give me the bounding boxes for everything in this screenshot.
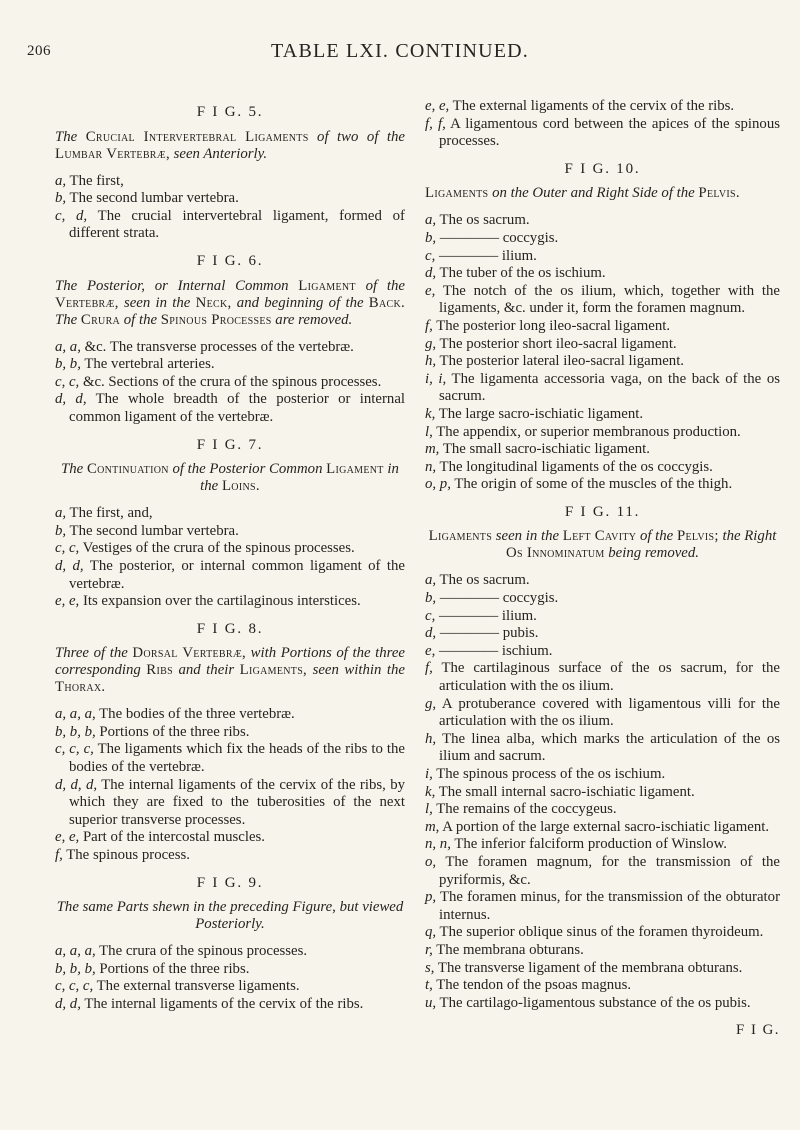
legend-entry (425, 801, 780, 819)
legend-key: d, d, d, (55, 776, 98, 793)
figure-legend (55, 706, 405, 864)
legend-key: c, (425, 247, 436, 264)
legend-entry (425, 643, 780, 661)
legend-entry (425, 977, 780, 995)
figure-title: Ligaments on the Outer and Right Side of the Pelvis. (425, 185, 740, 202)
running-head: TABLE LXI. CONTINUED. (270, 40, 529, 62)
legend-key: a, (425, 572, 437, 589)
legend-text: ———— coccygis. (439, 229, 559, 246)
legend-key: f, (425, 317, 433, 334)
legend-entry (55, 540, 405, 558)
legend-key: c, c, c, (55, 978, 94, 995)
legend-entry (55, 943, 405, 961)
legend-entry (425, 371, 780, 406)
legend-entry (425, 836, 780, 854)
legend-text: &c. The transverse processes of the vertebræ. (84, 338, 354, 355)
legend-entry (55, 961, 405, 979)
legend-text: The cartilaginous surface of the os sacrum, for the articulation with the os ilium. (439, 660, 780, 695)
left-column (55, 98, 405, 1024)
legend-key: d, d, (55, 557, 84, 574)
figure-title: Three of the Dorsal Vertebræ, with Portions of the three corresponding Ribs and their Ligaments, seen within the Thorax. (55, 645, 405, 696)
legend-entry (55, 996, 405, 1014)
right-column (425, 98, 780, 1040)
legend-entry (425, 766, 780, 784)
legend-key: h, (425, 730, 437, 747)
legend-entry (425, 572, 780, 590)
legend-key: c, c, (55, 540, 80, 557)
legend-entry (425, 353, 780, 371)
legend-text: The spinous process. (66, 847, 190, 864)
legend-key: n, (425, 458, 437, 475)
legend-text: ———— coccygis. (439, 590, 559, 607)
figure-5 (55, 104, 405, 243)
legend-entry (55, 829, 405, 847)
legend-entry (55, 339, 405, 357)
legend-text: The external ligaments of the cervix of the ribs. (452, 98, 735, 114)
legend-entry (425, 696, 780, 731)
legend-key: b, (55, 190, 67, 207)
legend-key: b, b, b, (55, 960, 96, 977)
figure-legend (425, 572, 780, 1012)
legend-text: The tendon of the psoas magnus. (436, 977, 632, 994)
legend-text: The second lumbar vertebra. (69, 190, 239, 207)
legend-key: m, (425, 818, 440, 835)
legend-entry (425, 731, 780, 766)
legend-text: The origin of some of the muscles of the thigh. (454, 476, 733, 493)
figure-heading: F I G. 11. (564, 503, 641, 520)
legend-key: n, n, (425, 836, 451, 853)
legend-key: b, (425, 229, 437, 246)
legend-key: i, i, (425, 370, 447, 387)
legend-text: The appendix, or superior membranous production. (436, 423, 741, 440)
legend-key: s, (425, 959, 435, 976)
legend-key: m, (425, 441, 440, 458)
legend-key: a, (55, 172, 67, 189)
legend-entry (425, 819, 780, 837)
figure-title: The Continuation of the Posterior Common Ligament in the Loins. (61, 461, 399, 495)
legend-text: The os sacrum. (439, 572, 530, 589)
legend-entry (55, 741, 405, 776)
legend-text: The external transverse ligaments. (96, 978, 300, 995)
legend-text: The large sacro-ischiatic ligament. (438, 405, 644, 422)
legend-key: d, (425, 625, 437, 642)
legend-entry (425, 336, 780, 354)
legend-text: Its expansion over the cartilaginous interstices. (82, 593, 361, 610)
legend-text: The crura of the spinous processes. (99, 943, 308, 960)
legend-entry (425, 625, 780, 643)
legend-entry (425, 995, 780, 1013)
legend-entry (55, 356, 405, 374)
legend-text: The vertebral arteries. (84, 356, 215, 373)
legend-key: c, c, c, (55, 741, 94, 758)
legend-key: g, (425, 695, 437, 712)
legend-text: The bodies of the three vertebræ. (99, 706, 295, 723)
figure-title: The Posterior, or Internal Common Ligament of the Vertebræ, seen in the Neck, and beginning of the Back. The Crura of the Spinous Processes are removed. (55, 277, 405, 328)
figure-9 (55, 875, 405, 1014)
legend-key: l, (425, 423, 433, 440)
legend-text: Portions of the three ribs. (99, 723, 250, 740)
legend-text: The posterior, or internal common ligament of the vertebræ. (69, 557, 405, 592)
legend-key: c, (425, 607, 436, 624)
legend-key: d, (425, 265, 437, 282)
figure-legend (55, 339, 405, 427)
figure-heading: F I G. 10. (564, 160, 641, 177)
legend-entry (425, 424, 780, 442)
legend-text: The notch of the os ilium, which, together with the ligaments, &c. under it, form the foramen magnum. (439, 282, 780, 317)
legend-entry (55, 391, 405, 426)
legend-key: a, (55, 505, 67, 522)
legend-entry (425, 248, 780, 266)
figure-legend (425, 212, 780, 494)
legend-entry (425, 283, 780, 318)
legend-key: k, (425, 405, 436, 422)
legend-text: The membrana obturans. (436, 941, 584, 958)
legend-text: The superior oblique sinus of the foramen thyroideum. (439, 924, 764, 941)
catchword: F I G. (736, 1022, 780, 1039)
figure-legend (55, 505, 405, 611)
legend-entry (425, 476, 780, 494)
legend-text: The spinous process of the os ischium. (436, 766, 666, 782)
legend-text: &c. Sections of the crura of the spinous processes. (82, 373, 382, 390)
legend-entry (425, 854, 780, 889)
legend-entry (425, 441, 780, 459)
legend-entry (55, 190, 405, 208)
legend-text: The posterior short ileo-sacral ligament. (439, 335, 677, 352)
figure-heading: F I G. 5. (196, 104, 264, 120)
legend-key: a, (425, 212, 437, 229)
legend-key: b, (425, 590, 437, 607)
legend-text: ———— pubis. (439, 625, 539, 642)
legend-entry (425, 784, 780, 802)
legend-key: e, e, (55, 593, 80, 610)
legend-key: q, (425, 924, 437, 941)
legend-key: b, b, (55, 356, 81, 373)
legend-key: c, d, (55, 207, 88, 224)
legend-key: t, (425, 977, 433, 994)
legend-entry (55, 505, 405, 523)
legend-entry (55, 593, 405, 611)
legend-text: The crucial intervertebral ligament, formed of different strata. (69, 207, 405, 242)
legend-entry (425, 318, 780, 336)
legend-entry (55, 847, 405, 865)
legend-text: The cartilago-ligamentous substance of the os pubis. (439, 994, 751, 1011)
legend-text: A protuberance covered with ligamentous villi for the articulation with the os ilium. (439, 695, 780, 730)
legend-key: u, (425, 994, 437, 1011)
legend-entry (425, 265, 780, 283)
legend-text: The posterior long ileo-sacral ligament. (436, 317, 671, 334)
legend-text: The tuber of the os ischium. (439, 265, 606, 282)
figure-heading: F I G. 9. (196, 874, 264, 891)
legend-key: h, (425, 353, 437, 370)
legend-entry (425, 942, 780, 960)
legend-key: l, (425, 801, 433, 818)
legend-text: The inferior falciform production of Winslow. (454, 836, 728, 853)
legend-entry (425, 98, 780, 116)
legend-key: c, c, (55, 373, 80, 390)
legend-entry (425, 590, 780, 608)
figure-heading: F I G. 6. (196, 252, 264, 269)
legend-key: b, b, b, (55, 723, 96, 740)
legend-entry (55, 208, 405, 243)
legend-text: The first, and, (69, 505, 153, 522)
legend-entry (425, 608, 780, 626)
legend-entry (55, 978, 405, 996)
legend-key: a, a, a, (55, 943, 96, 960)
figure-title: The Crucial Intervertebral Ligaments of two of the Lumbar Vertebræ, seen Anteriorly. (55, 128, 405, 162)
legend-entry (55, 173, 405, 191)
figure-11 (425, 504, 780, 1012)
legend-key: o, (425, 853, 437, 870)
legend-entry (425, 459, 780, 477)
legend-key: d, d, (55, 391, 87, 408)
figure-10 (425, 161, 780, 494)
legend-text: The os sacrum. (439, 212, 530, 229)
legend-key: e, e, (55, 829, 80, 846)
legend-text: ———— ilium. (438, 247, 537, 264)
legend-text: ———— ilium. (438, 607, 537, 624)
legend-key: f, (425, 660, 433, 677)
legend-key: f, f, (425, 115, 446, 132)
legend-entry (425, 406, 780, 424)
figure-legend (55, 173, 405, 243)
figure-title: The same Parts shewn in the preceding Figure, but viewed Posteriorly. (56, 899, 404, 933)
legend-key: e, e, (425, 98, 450, 114)
legend-key: e, (425, 642, 436, 659)
legend-text: The foramen minus, for the transmission of the obturator internus. (439, 889, 780, 923)
legend-entry (425, 960, 780, 978)
legend-entry (425, 924, 780, 942)
legend-key: o, p, (425, 476, 451, 493)
legend-entry (55, 374, 405, 392)
legend-entry (425, 212, 780, 230)
legend-text: The posterior lateral ileo-sacral ligament. (439, 353, 684, 370)
legend-entry (55, 706, 405, 724)
legend-text: Portions of the three ribs. (99, 960, 250, 977)
legend-key: r, (425, 941, 433, 958)
figure-title: Ligaments seen in the Left Cavity of the Pelvis; the Right Os Innominatum being removed. (428, 528, 777, 562)
legend-key: g, (425, 335, 437, 352)
legend-text: The longitudinal ligaments of the os coccygis. (439, 458, 713, 475)
legend-text: The whole breadth of the posterior or internal common ligament of the vertebræ. (69, 391, 405, 425)
legend-text: A ligamentous cord between the apices of the spinous processes. (439, 115, 780, 150)
legend-entry (55, 523, 405, 541)
legend-text: Part of the intercostal muscles. (82, 829, 265, 846)
legend-text: The linea alba, which marks the articulation of the os ilium and sacrum. (439, 730, 780, 765)
legend-key: e, (425, 282, 436, 299)
legend-text: The internal ligaments of the cervix of the ribs. (84, 996, 364, 1012)
legend-entry (425, 660, 780, 695)
legend-entry (425, 116, 780, 151)
legend-text: ———— ischium. (438, 642, 553, 659)
legend-entry (55, 777, 405, 830)
legend-key: k, (425, 783, 436, 800)
legend-key: i, (425, 766, 433, 782)
legend-text: The internal ligaments of the cervix of the ribs, by which they are fixed to the tuberosities of the next superior transverse processes. (69, 776, 405, 828)
figure-8 (55, 621, 405, 865)
legend-text: The remains of the coccygeus. (436, 801, 617, 818)
legend-text: The transverse ligament of the membrana obturans. (437, 959, 743, 976)
legend-key: d, d, (55, 996, 81, 1012)
figure-heading: F I G. 7. (196, 436, 264, 453)
legend-key: p, (425, 889, 437, 906)
legend-text: The small sacro-ischiatic ligament. (442, 441, 650, 458)
legend-key: a, a, a, (55, 706, 96, 723)
legend-key: f, (55, 847, 63, 864)
figure-7 (55, 437, 405, 611)
legend-text: Vestiges of the crura of the spinous processes. (82, 540, 355, 557)
legend-key: a, a, (55, 338, 81, 355)
figure-9-continued (425, 98, 780, 151)
figure-legend (425, 98, 780, 151)
legend-text: The foramen magnum, for the transmission of the pyriformis, &c. (439, 853, 781, 888)
legend-entry (425, 230, 780, 248)
legend-text: The small internal sacro-ischiatic ligament. (438, 783, 695, 800)
legend-key: b, (55, 522, 67, 539)
legend-text: A portion of the large external sacro-ischiatic ligament. (442, 818, 770, 835)
figure-6 (55, 253, 405, 427)
figure-legend (55, 943, 405, 1013)
figure-heading: F I G. 8. (196, 620, 264, 637)
legend-entry (55, 558, 405, 593)
legend-text: The ligamenta accessoria vaga, on the back of the os sacrum. (439, 370, 780, 405)
legend-text: The second lumbar vertebra. (69, 522, 239, 539)
legend-entry (55, 724, 405, 742)
legend-text: The first, (69, 172, 124, 189)
page-number: 206 (27, 43, 51, 59)
legend-text: The ligaments which fix the heads of the ribs to the bodies of the vertebræ. (69, 741, 405, 776)
legend-entry (425, 889, 780, 924)
